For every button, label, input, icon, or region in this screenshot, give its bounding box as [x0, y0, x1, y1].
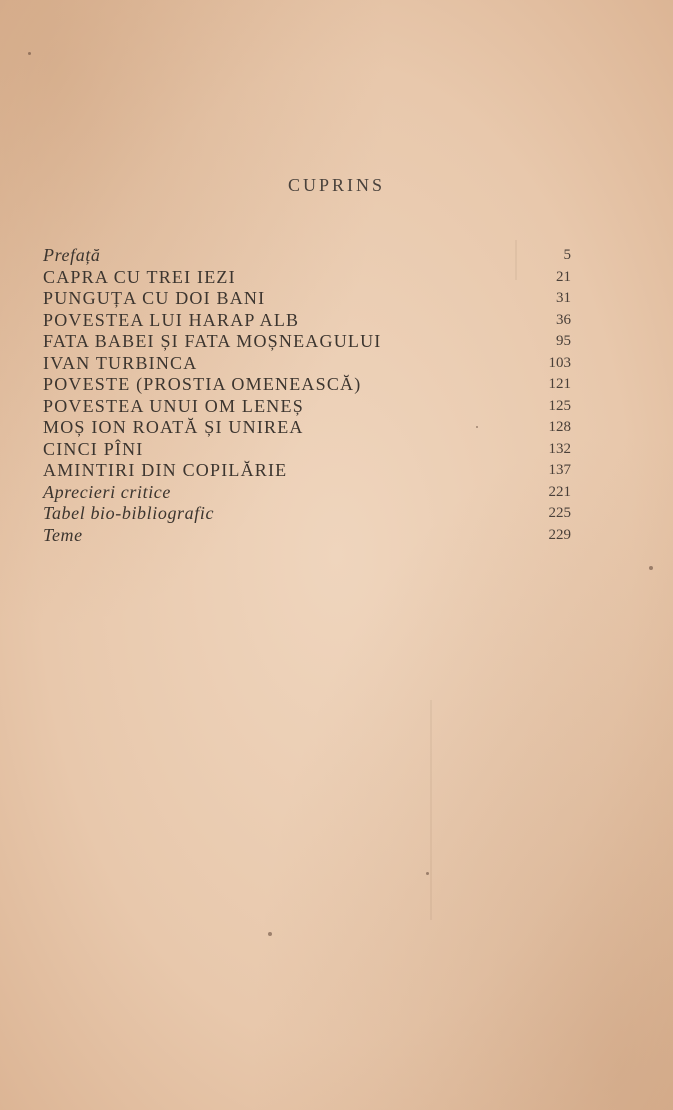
toc-entry-title: IVAN TURBINCA	[43, 352, 198, 373]
paper-crease	[430, 700, 432, 920]
toc-entry	[43, 267, 571, 289]
toc-entry-title: POVESTEA LUI HARAP ALB	[43, 309, 300, 330]
toc-entry-title: Prefață	[43, 245, 101, 265]
toc-entry	[43, 439, 571, 461]
toc-entry-title: FATA BABEI ȘI FATA MOȘNEAGULUI	[43, 331, 382, 351]
toc-entry-page: 229	[548, 526, 571, 543]
toc-entry-title: Teme	[43, 524, 83, 545]
toc-entry-page: 137	[548, 462, 571, 478]
toc-entry	[43, 331, 571, 353]
toc-entry	[43, 245, 571, 267]
paper-speck	[268, 932, 272, 936]
toc-entry-title: MOȘ ION ROATĂ ȘI UNIREA	[43, 417, 304, 437]
toc-entry-title: PUNGUȚA CU DOI BANI	[43, 288, 266, 308]
toc-entry	[43, 460, 571, 482]
toc-entry-title: CINCI PÎNI	[43, 438, 144, 459]
toc-entry-page: 128	[548, 419, 571, 435]
toc-entry	[43, 374, 571, 396]
toc-entry-title: AMINTIRI DIN COPILĂRIE	[43, 460, 288, 480]
toc-entry-page: 225	[548, 505, 571, 521]
toc-entry	[43, 396, 571, 418]
toc-entry	[43, 525, 571, 547]
toc-entry-page: 103	[548, 354, 571, 371]
toc-entry	[43, 482, 571, 504]
toc-entry-page: 221	[548, 483, 571, 500]
toc-entry-page: 121	[548, 376, 571, 392]
toc-entry-title: Aprecieri critice	[43, 481, 171, 502]
toc-entry	[43, 417, 571, 439]
toc-entry-page: 31	[556, 290, 571, 306]
toc-entry-title: Tabel bio-bibliografic	[43, 503, 215, 523]
table-of-contents	[43, 245, 571, 546]
toc-entry-title: POVESTE (PROSTIA OMENEASCĂ)	[43, 374, 362, 394]
toc-entry-page: 21	[556, 268, 571, 285]
contents-title: CUPRINS	[287, 175, 386, 195]
toc-entry	[43, 310, 571, 332]
toc-entry-page: 36	[556, 311, 571, 328]
paper-speck	[426, 872, 429, 875]
paper-speck	[28, 52, 31, 55]
toc-entry-page: 95	[556, 333, 571, 349]
toc-entry-page: 132	[548, 440, 571, 457]
toc-entry	[43, 288, 571, 310]
toc-entry-page: 5	[563, 247, 571, 263]
toc-entry-page: 125	[548, 397, 571, 414]
toc-entry-title: POVESTEA UNUI OM LENEȘ	[43, 395, 304, 416]
paper-speck	[649, 566, 653, 570]
toc-entry-title: CAPRA CU TREI IEZI	[43, 266, 236, 287]
toc-entry	[43, 353, 571, 375]
toc-entry	[43, 503, 571, 525]
